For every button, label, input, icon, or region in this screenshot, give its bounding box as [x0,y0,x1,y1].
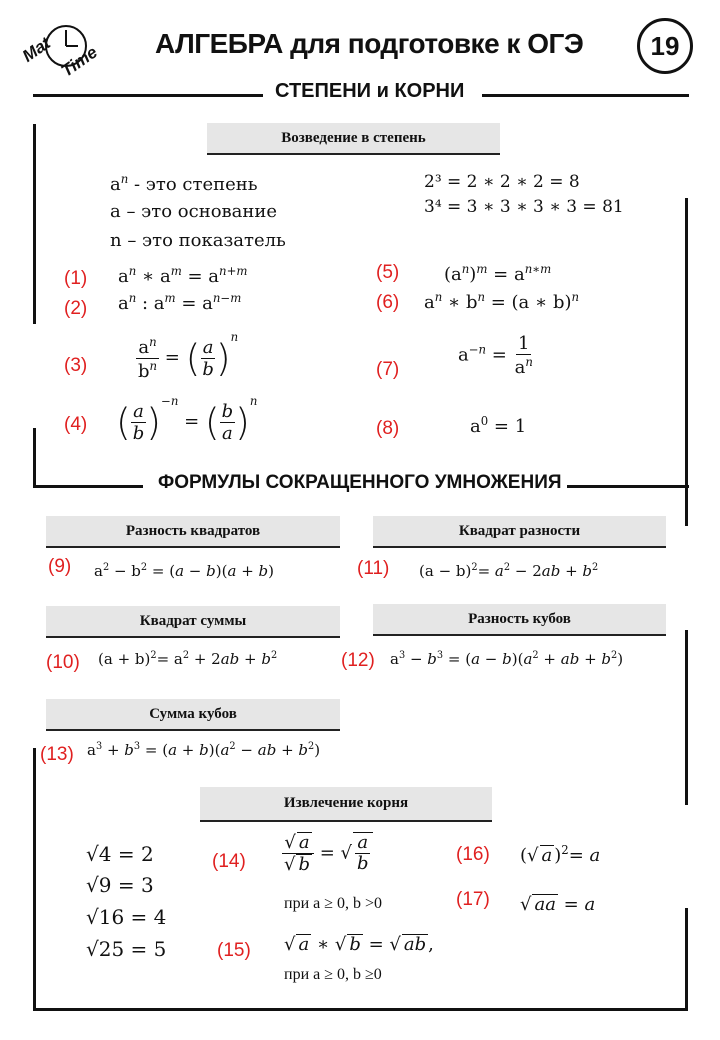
formula-9: $a^2 - b^2 = (a - b)(a + b)$ [94,562,274,580]
formula-16: (√ a )$^2$= a [520,843,601,866]
formula-11: $(a - b)^2= a^2 - 2ab + b^2$ [419,562,599,580]
root-example-16: √16 = 4 [86,905,167,929]
label-11: (11) [357,558,390,579]
label-8: (8) [376,418,400,439]
label-4: (4) [64,414,88,435]
label-16: (16) [456,844,490,865]
label-12: (12) [341,650,375,671]
header-rule-right [482,94,689,97]
root-example-25: √25 = 5 [86,937,167,961]
box-square-diff: Квадрат разности [373,516,666,548]
def-exponent: n – это показатель [110,230,286,251]
formula-12: $a^3 - b^3 = (a - b)(a^2$ + ab + $b^2$) [390,650,624,668]
logo [18,18,101,81]
short-mult-rule-right [567,485,689,488]
formula-5: $(a^n)^m = a^{n∗m}$ [444,262,552,285]
logo-top-text: Mat [18,33,54,66]
label-7: (7) [376,359,400,380]
formula-15: √ a ∗ √ b = √ ab , [284,934,434,955]
frame-right-mid [685,198,688,526]
formula-7: $a^{-n}$ = $\frac{1}{a^n}$ [458,333,533,378]
formula-13: $a^3 + b^3 = (a + b)(a^2$ − ab + $b^2$) [87,741,321,759]
formula-10: $(a + b)^2= a^2 + 2ab + b^2$ [98,650,278,668]
short-mult-title: ФОРМУЛЫ СОКРАЩЕННОГО УМНОЖЕНИЯ [158,472,562,493]
condition-14: при a ≥ 0, b >0 [284,895,383,912]
subtitle: СТЕПЕНИ и КОРНИ [275,80,465,102]
logo-bottom-text: Time [57,42,101,81]
formula-14: $\frac{√ a}{√ b}$ = √ $\frac{a}{b}$ [282,832,373,875]
frame-right-lower [685,630,688,805]
page-title: АЛГЕБРА для подготовке к ОГЭ [155,28,584,59]
label-10: (10) [46,652,80,673]
formula-8: $a^0 = 1$ [470,414,527,437]
frame-right-bottom [685,908,688,1010]
frame-left-mid [33,428,36,486]
formula-2: $a^n$ : $a^m = a^{n-m}$ [118,291,242,314]
label-6: (6) [376,292,400,313]
box-square-sum: Квадрат суммы [46,606,340,638]
label-13: (13) [40,744,74,765]
section-roots-title: Извлечение корня [200,787,492,822]
def-base: a – это основание [110,201,278,222]
frame-bottom [33,1008,688,1011]
label-5: (5) [376,262,400,283]
label-15: (15) [217,940,251,961]
page-number-badge: 19 [637,18,693,74]
label-1: (1) [64,268,88,289]
section-powers-title: Возведение в степень [207,123,500,155]
root-example-4: √4 = 2 [86,842,154,866]
def-power-text: - это степень [134,174,258,195]
formula-4: ( $\frac{a}{b}$ )$^{-n}$ = ( $\frac{b}{a}$ )$^n$ [116,394,258,444]
header-rule-left [33,94,263,97]
formula-1: $a^n$ ∗ $a^m = a^{n+m}$ [118,264,248,287]
condition-15: при a ≥ 0, b ≥0 [284,966,382,983]
label-14: (14) [212,851,246,872]
example-2-cubed: 2³ = 2 ∗ 2 ∗ 2 = 8 [424,172,580,192]
label-17: (17) [456,889,490,910]
formula-6: $a^n$ ∗ $b^n = (a$ ∗ b)$^n$ [424,290,580,313]
formula-17: √ aa = a [520,894,596,915]
frame-left-bottom [33,748,36,1010]
frame-left-top [33,124,36,324]
label-2: (2) [64,298,88,319]
root-example-9: √9 = 3 [86,873,154,897]
formula-3: $\frac{a^n}{b^n}$ = ( $\frac{a}{b}$ )$^n$ [138,330,239,382]
label-9: (9) [48,556,72,577]
box-sum-cubes: Сумма кубов [46,699,340,731]
short-mult-rule-left [33,485,143,488]
label-3: (3) [64,355,88,376]
box-diff-squares: Разность квадратов [46,516,340,548]
def-power: $a^n$ - это степень [110,172,258,195]
example-3-fourth: 3⁴ = 3 ∗ 3 ∗ 3 ∗ 3 = 81 [424,197,624,217]
box-diff-cubes: Разность кубов [373,604,666,636]
